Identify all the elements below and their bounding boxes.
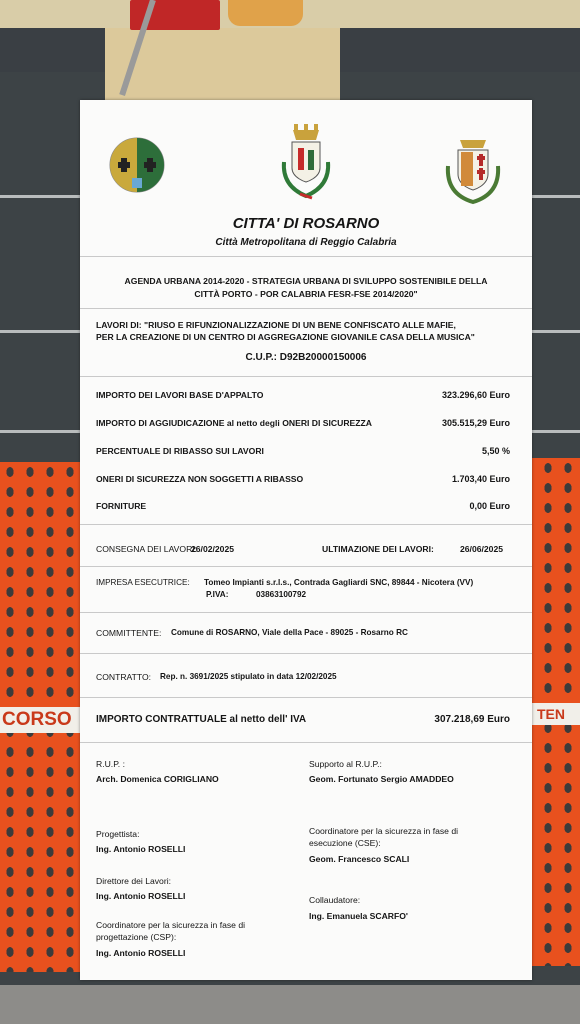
- impresa-label: IMPRESA ESECUTRICE:: [96, 578, 190, 587]
- rup-label: R.U.P. :: [96, 759, 125, 769]
- amount-value: 323.296,60 Euro: [441, 390, 510, 400]
- importo-contrattuale-label: IMPORTO CONTRATTUALE al netto dell' IVA: [96, 714, 307, 725]
- agenda-line-2: CITTÀ PORTO - POR CALABRIA FESR-FSE 2014/2020": [194, 289, 418, 299]
- lavori-line-1: LAVORI DI: "RIUSO E RIFUNZIONALIZZAZIONE DI UN BENE CONFISCATO ALLE MAFIE,: [96, 320, 456, 330]
- cse-label-1: Coordinatore per la sicurezza in fase di: [309, 826, 459, 836]
- divider: [80, 524, 532, 525]
- divider: [80, 742, 532, 743]
- lamp: [228, 0, 303, 26]
- consegna-date: 26/02/2025: [191, 544, 235, 554]
- committente-value: Comune di ROSARNO, Viale della Pace - 89025 - Rosarno RC: [171, 628, 408, 637]
- cse-label-2: esecuzione (CSE):: [309, 838, 381, 848]
- consegna-label: CONSEGNA DEI LAVORI:: [96, 544, 198, 554]
- sign-title: CITTA' DI ROSARNO: [232, 215, 380, 232]
- pavement: [0, 985, 580, 1024]
- amount-value: 1.703,40 Euro: [451, 474, 510, 484]
- piva-label: P.IVA:: [206, 590, 229, 599]
- amount-label: FORNITURE: [96, 501, 147, 511]
- csp-value: Ing. Antonio ROSELLI: [96, 948, 186, 958]
- contratto-value: Rep. n. 3691/2025 stipulato in data 12/02/2025: [160, 672, 337, 681]
- calabria-region-emblem-icon: [108, 134, 166, 196]
- reggio-calabria-emblem-icon: [442, 136, 504, 206]
- agenda-line-1: AGENDA URBANA 2014-2020 - STRATEGIA URBANA DI SVILUPPO SOSTENIBILE DELLA: [124, 276, 488, 286]
- rosarno-coat-of-arms-icon: [276, 122, 336, 206]
- ultimazione-label: ULTIMAZIONE DEI LAVORI:: [322, 544, 434, 554]
- contratto-label: CONTRATTO:: [96, 672, 152, 682]
- piva-value: 03863100792: [256, 590, 307, 599]
- cse-value: Geom. Francesco SCALI: [309, 854, 410, 864]
- divider: [80, 697, 532, 698]
- committente-label: COMMITTENTE:: [96, 628, 162, 638]
- divider: [80, 256, 532, 257]
- progettista-label: Progettista:: [96, 829, 140, 839]
- amount-label: PERCENTUALE DI RIBASSO SUI LAVORI: [96, 446, 264, 456]
- sign-subtitle: Città Metropolitana di Reggio Calabria: [215, 237, 397, 248]
- supporto-value: Geom. Fortunato Sergio AMADDEO: [309, 774, 454, 784]
- divider: [80, 308, 532, 309]
- collaudatore-label: Collaudatore:: [309, 895, 361, 905]
- divider: [80, 566, 532, 567]
- divider: [80, 376, 532, 377]
- fence-sticker-left: CORSO: [0, 707, 80, 733]
- divider: [80, 653, 532, 654]
- csp-label-1: Coordinatore per la sicurezza in fase di: [96, 920, 246, 930]
- amount-label: IMPORTO DI AGGIUDICAZIONE al netto degli ONERI DI SICUREZZA: [96, 418, 372, 428]
- amount-value: 5,50 %: [481, 446, 510, 456]
- collaudatore-value: Ing. Emanuela SCARFO': [309, 911, 408, 921]
- rup-value: Arch. Domenica CORIGLIANO: [96, 774, 219, 784]
- amount-value: 305.515,29 Euro: [441, 418, 510, 428]
- progettista-value: Ing. Antonio ROSELLI: [96, 844, 186, 854]
- fence-sticker-right: TEN: [522, 703, 580, 725]
- amount-value: 0,00 Euro: [469, 501, 510, 511]
- direttore-label: Direttore dei Lavori:: [96, 876, 171, 886]
- cup-code: C.U.P.: D92B20000150006: [245, 352, 367, 363]
- csp-label-2: progettazione (CSP):: [96, 932, 177, 942]
- lavori-line-2: PER LA CREAZIONE DI UN CENTRO DI AGGREGAZIONE GIOVANILE CASA DELLA MUSICA": [96, 332, 475, 342]
- divider: [80, 612, 532, 613]
- amount-label: IMPORTO DEI LAVORI BASE D'APPALTO: [96, 390, 264, 400]
- amount-label: ONERI DI SICUREZZA NON SOGGETTI A RIBASSO: [96, 474, 304, 484]
- direttore-value: Ing. Antonio ROSELLI: [96, 891, 186, 901]
- importo-contrattuale-value: 307.218,69 Euro: [434, 714, 510, 725]
- construction-sign: [80, 100, 532, 980]
- impresa-value: Tomeo Impianti s.r.l.s., Contrada Gagliardi SNC, 89844 - Nicotera (VV): [204, 578, 474, 587]
- supporto-label: Supporto al R.U.P.:: [309, 759, 382, 769]
- ultimazione-date: 26/06/2025: [460, 544, 504, 554]
